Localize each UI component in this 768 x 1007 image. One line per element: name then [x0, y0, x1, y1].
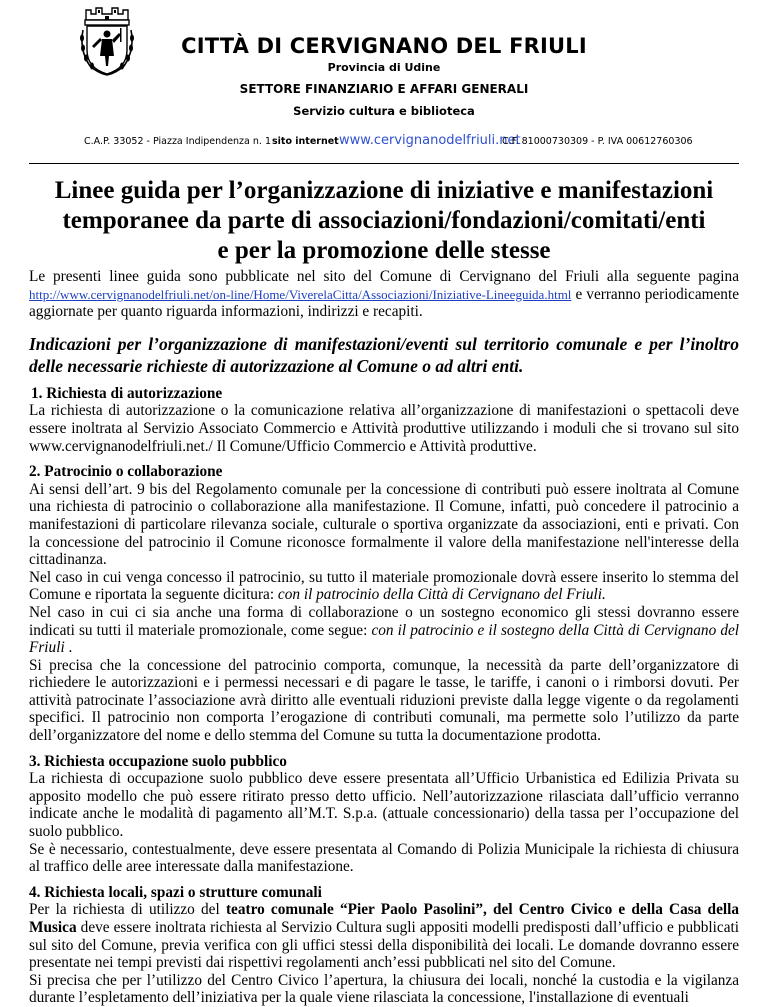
section-patronage [29, 463, 739, 745]
title-line: temporanee da parte di associazioni/fondazioni/comitati/enti [62, 207, 706, 234]
section-authorization [29, 385, 739, 455]
section-title: 3. Richiesta occupazione suolo pubblico [29, 752, 287, 770]
intro-paragraph: Le presenti linee guida sono pubblicate nel sito del Comune di Cervignano del Friuli alla seguente pagina http://www.cervignanodelfriuli.net/on-line/Home/ViverelaCitta/Associazioni/Iniziative-Lineeguida.html e verranno periodicamente aggiornate per quanto riguarda informazioni, indirizzi e recapiti. [29, 268, 739, 321]
section-text: Nel caso in cui ci sia anche una forma di collaborazione o un sostegno economico gli stessi dovranno essere indicati su tutti il materiale promozionale, come segue: con il patrocinio e il sostegno della Città di Cervignano del Friuli . [29, 603, 740, 657]
section-title: 4. Richiesta locali, spazi o strutture comunali [29, 883, 322, 901]
title-line: Linee guida per l’organizzazione di iniziative e manifestazioni [54, 177, 714, 204]
guidelines-link[interactable]: http://www.cervignanodelfriuli.net/on-line/Home/ViverelaCitta/Associazioni/Iniziative-Lineeguida.html [29, 286, 572, 302]
section-text: Si precisa che per l’utilizzo del Centro Civico l’apertura, la chiusura dei locali, nonché la custodia e la vigilanza durante l’espletamento dell’iniziativa per la quale viene rilasciata la concessione, l'installazione di eventuali [29, 971, 739, 1007]
header-divider [29, 163, 739, 164]
section-subtitle: Indicazioni per l’organizzazione di manifestazioni/eventi sul territorio comunale e per l’inoltro delle necessarie richieste di autorizzazione al Comune o ad altri enti. [29, 333, 739, 376]
section-text: Per la richiesta di utilizzo del teatro comunale “Pier Paolo Pasolini”, del Centro Civico e della Casa della Musica deve essere inoltrata richiesta al Servizio Cultura sugli appositi modelli predisposti dall’ufficio e pubblicati sul sito del Comune, previa verifica con gli uffici stessi della disponibilità dei locali. Le domande dovranno essere presentate nei tempi previsti dai rispettivi regolamenti anch’essi pubblicati nel sito del Comune. [29, 901, 740, 972]
sector-name: SETTORE FINANZIARIO E AFFARI GENERALI [239, 82, 529, 96]
section-title: 1. Richiesta di autorizzazione [31, 384, 223, 402]
tax-ids: C.F. 81000730309 - P. IVA 00612760306 [502, 136, 693, 147]
section-venues [29, 884, 739, 1007]
contact-line [0, 135, 768, 153]
section-text: La richiesta di autorizzazione o la comunicazione relativa all’organizzazione di manifestazioni o spettacoli deve essere inoltrata al Servizio Associato Commercio e Attività produttive utilizzando i moduli che si trovano sul sito www.cervignanodelfriuli.net./ Il Comune/Ufficio Commercio e Attività produttive. [29, 402, 739, 455]
title-line: e per la promozione delle stesse [217, 237, 551, 264]
service-name: Servizio cultura e biblioteca [293, 104, 475, 118]
website-link[interactable]: www.cervignanodelfriuli.net [339, 133, 521, 148]
document-title [29, 176, 739, 266]
city-name: CITTÀ DI CERVIGNANO DEL FRIULI [181, 34, 587, 58]
section-text: Ai sensi dell’art. 9 bis del Regolamento comunale per la concessione di contributi può essere inoltrata al Comune una richiesta di patrocinio o collaborazione alla manifestazione. Il Comune, infatti, può concedere il patrocinio a manifestazioni di particolare rilevanza sociale, culturale o sportiva organizzate da associazioni, enti e privati. Con la concessione del patrocinio il Comune riconosce formalmente il valore della manifestazione nell'interesse della cittadinanza. [29, 480, 739, 569]
province-name: Provincia di Udine [327, 61, 441, 74]
website-label: sito internet [272, 136, 339, 147]
section-title: 2. Patrocinio o collaborazione [29, 463, 223, 481]
section-text: Si precisa che la concessione del patrocinio comporta, comunque, la necessità da parte dell’organizzatore di richiedere le autorizzazioni e i permessi necessari e di pagare le tasse, le tariffe, i canoni o i rimborsi dovuti. Per attività patrocinate l’associazione avrà diritto alle eventuali riduzioni previste dalla legge vigente o da regolamenti specifici. Il patrocinio non comporta l’erogazione di contributi comunali, ma permette solo l’utilizzo da parte dell’organizzatore del nome e dello stemma del Comune su tutta la documentazione prodotta. [29, 656, 739, 745]
section-text: Nel caso in cui venga concesso il patrocinio, su tutto il materiale promozionale dovrà essere inserito lo stemma del Comune e riportata la seguente dicitura: con il patrocinio della Città di Cervignano del Friuli. [29, 568, 739, 604]
section-text: La richiesta di occupazione suolo pubblico deve essere presentata all’Ufficio Urbanistica ed Edilizia Privata su apposito modello che può essere ritirato presso detto ufficio. Nell’autorizzazione rilasciata dall’ufficio verranno indicate anche le modalità di pagamento all’M.T. S.p.a. (attuale concessionario) della tassa per l’occupazione del suolo pubblico. [29, 770, 739, 841]
document-body [29, 268, 739, 1007]
section-public-land [29, 753, 739, 876]
address: C.A.P. 33052 - Piazza Indipendenza n. 1 [84, 136, 271, 147]
section-text: Se è necessario, contestualmente, deve essere presentata al Comando di Polizia Municipale la richiesta di chiusura al traffico delle aree interessate dalla manifestazione. [29, 840, 739, 876]
